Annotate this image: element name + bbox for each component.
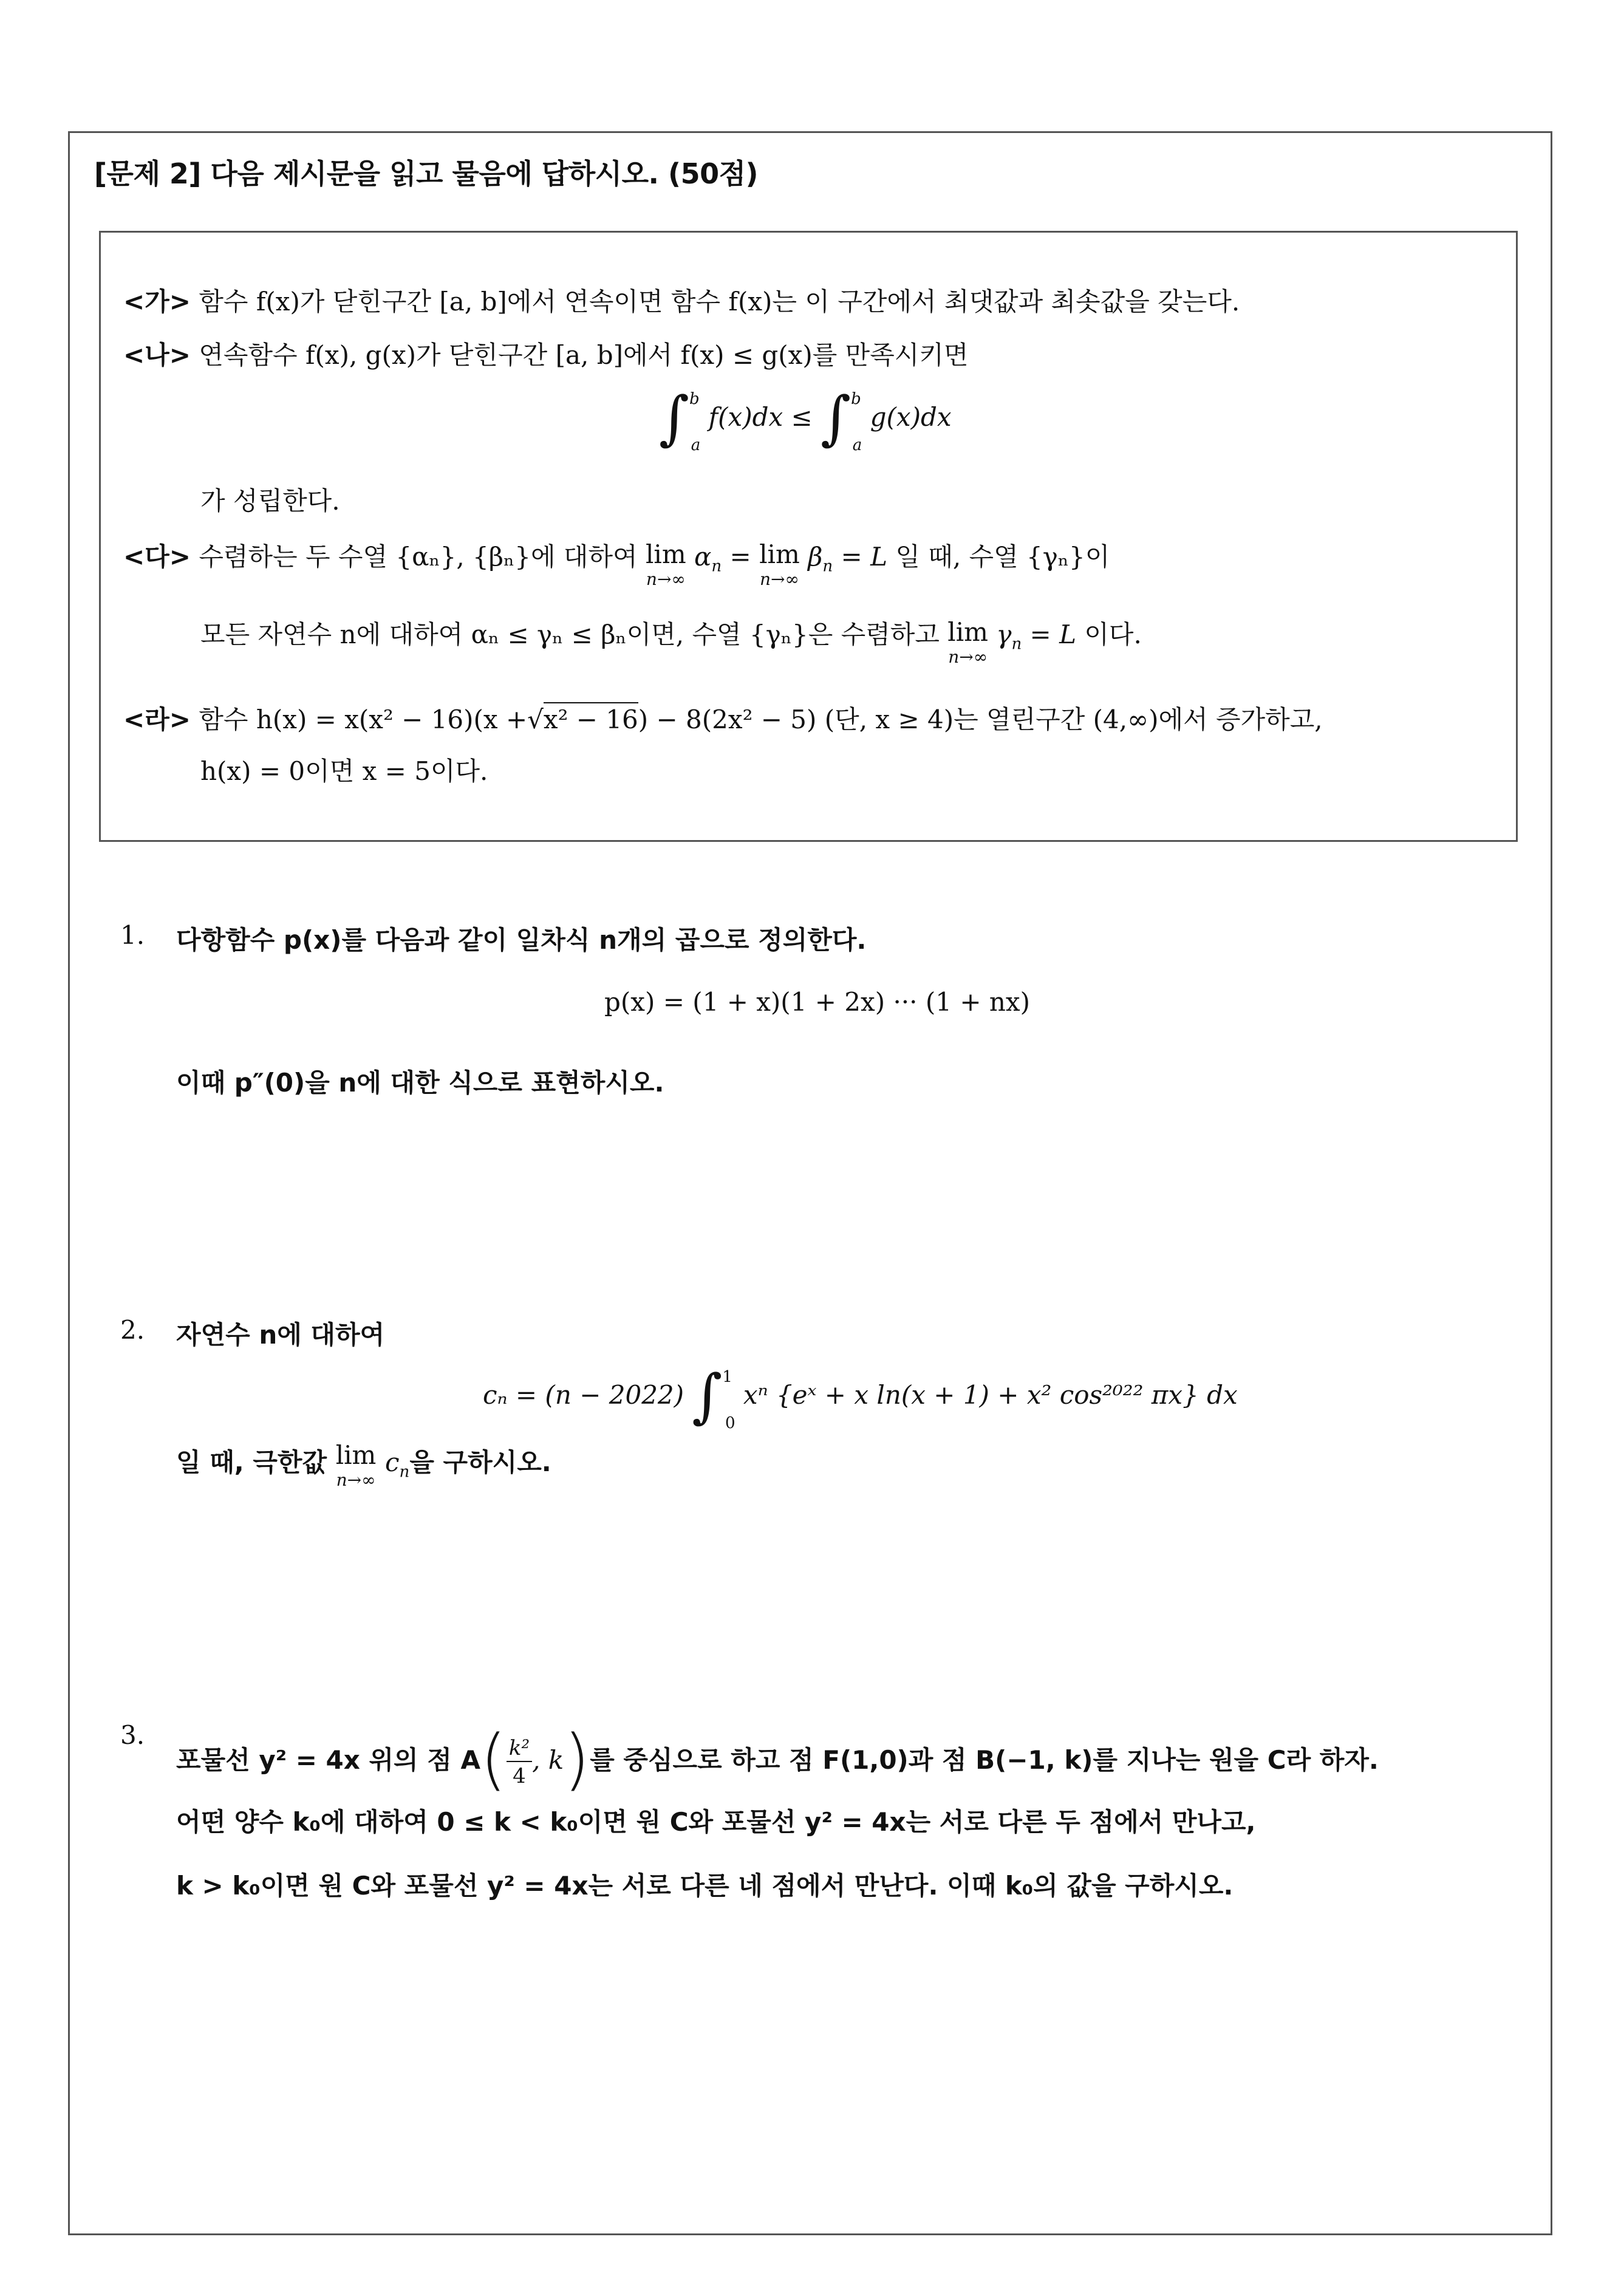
point-a-fraction: $\frac{\text{k²}}{4}$: [507, 1738, 532, 1786]
question-2-text: 자연수 n에 대하여: [176, 1320, 385, 1350]
question-1-text: 다항함수 p(x)를 다음과 같이 일차식 n개의 곱으로 정의한다.: [176, 925, 867, 955]
question-3-text1-pre: 포물선 y² = 4x 위의 점 A: [176, 1745, 480, 1775]
prompt-da-line1: <다> 수렴하는 두 수열 {αₙ}, {βₙ}에 대하여 lim n→∞ $\alpha_n$ = lim n→∞ $\beta_n = L$ 일 때, 수열 {γₙ}이: [123, 539, 1110, 589]
prompt-da-text1-tail: 일 때, 수열 {γₙ}이: [895, 542, 1110, 572]
question-2-number: 2.: [120, 1315, 145, 1345]
integral-sign: ∫: [692, 1362, 723, 1430]
question-1-formula: p(x) = (1 + x)(1 + 2x) ··· (1 + nx): [604, 987, 1030, 1017]
question-1-number: 1.: [120, 920, 145, 950]
limit-expression: lim n→∞: [335, 1440, 377, 1490]
prompt-da-label: <다>: [123, 542, 191, 572]
prompt-na-tail: 가 성립한다.: [200, 486, 340, 516]
formula-right: xⁿ {eˣ + x ln(x + 1) + x² cos²⁰²² πx} dx: [743, 1380, 1238, 1410]
prompt-ra-text1-pre: 함수 h(x) = x(x² − 16)(x +: [199, 705, 528, 734]
prompt-ra-text1-post: ) − 8(2x² − 5) (단, x ≥ 4)는 열린구간 (4,∞)에서 증가하고,: [638, 705, 1323, 734]
integral-sign: ∫: [821, 384, 851, 452]
question-1-text2: 이때 p″(0)을 n에 대한 식으로 표현하시오.: [176, 1068, 664, 1098]
question-2-formula: cₙ = (n − 2022) ∫$^1_0$ xⁿ {eˣ + x ln(x + 1) + x² cos²⁰²² πx} dx: [483, 1362, 1238, 1432]
limit-expression: lim n→∞: [759, 539, 800, 589]
prompt-ga-text: 함수 f(x)가 닫힌구간 [a, b]에서 연속이면 함수 f(x)는 이 구간에서 최댓값과 최솟값을 갖는다.: [199, 287, 1240, 316]
prompt-box: [99, 231, 1518, 842]
formula-left: f(x)dx ≤: [708, 402, 813, 432]
integral-sign: ∫: [659, 384, 690, 452]
formula-right: g(x)dx: [870, 402, 952, 432]
prompt-ga-label: <가>: [123, 287, 191, 316]
question-3-text1-post: 를 중심으로 하고 점 F(1,0)과 점 B(−1, k)를 지나는 원을 C라 하자.: [590, 1745, 1379, 1775]
prompt-ra-label: <라>: [123, 705, 191, 734]
limit-expression: lim n→∞: [645, 539, 686, 589]
prompt-da-text2: 모든 자연수 n에 대하여 αₙ ≤ γₙ ≤ βₙ이면, 수열 {γₙ}은 수렴하고: [200, 620, 940, 649]
prompt-ra-text2: h(x) = 0이면 x = 5이다.: [200, 756, 488, 786]
question-2-text2-post: 을 구하시오.: [409, 1447, 551, 1477]
prompt-na: [123, 340, 969, 371]
prompt-na-formula: ∫$^b_a$ f(x)dx ≤ ∫$^b_a$ g(x)dx: [659, 384, 952, 454]
prompt-ga: [123, 287, 1240, 317]
question-2-text2-pre: 일 때, 극한값: [176, 1447, 327, 1477]
prompt-da-text1: 수렴하는 두 수열 {αₙ}, {βₙ}에 대하여: [199, 542, 638, 572]
question-3-text3: k > k₀이면 원 C와 포물선 y² = 4x는 서로 다른 네 점에서 만난다. 이때 k₀의 값을 구하시오.: [176, 1871, 1234, 1901]
question-3-text2: 어떤 양수 k₀에 대하여 0 ≤ k < k₀이면 원 C와 포물선 y² = 4x는 서로 다른 두 점에서 만나고,: [176, 1807, 1256, 1837]
formula-left: cₙ = (n − 2022): [483, 1380, 684, 1410]
problem-title: [문제 2] 다음 제시문을 읽고 물음에 답하시오. (50점): [94, 157, 759, 190]
prompt-da-text2-tail: 이다.: [1084, 620, 1142, 649]
prompt-da-line2: 모든 자연수 n에 대하여 αₙ ≤ γₙ ≤ βₙ이면, 수열 {γₙ}은 수렴하고 lim n→∞ $\gamma_n = L$ 이다.: [200, 617, 1142, 667]
limit-expression: lim n→∞: [947, 617, 988, 667]
prompt-ra-line1: <라> 함수 h(x) = x(x² − 16)(x +√x² − 16) − 8(2x² − 5) (단, x ≥ 4)는 열린구간 (4,∞)에서 증가하고,: [123, 705, 1323, 735]
question-2-line2: 일 때, 극한값 lim n→∞ $c_n$을 구하시오.: [176, 1440, 551, 1490]
question-3-line1: 포물선 y² = 4x 위의 점 A( $\frac{\text{k²}}{4}$ , k)를 중심으로 하고 점 F(1,0)과 점 B(−1, k)를 지나는 원을 C라 하자.: [176, 1720, 1379, 1798]
prompt-ra-sqrt: x² − 16: [544, 702, 638, 734]
question-3-number: 3.: [120, 1720, 145, 1750]
prompt-na-text: 연속함수 f(x), g(x)가 닫힌구간 [a, b]에서 f(x) ≤ g(x)를 만족시키면: [199, 340, 969, 370]
prompt-na-label: <나>: [123, 340, 191, 370]
